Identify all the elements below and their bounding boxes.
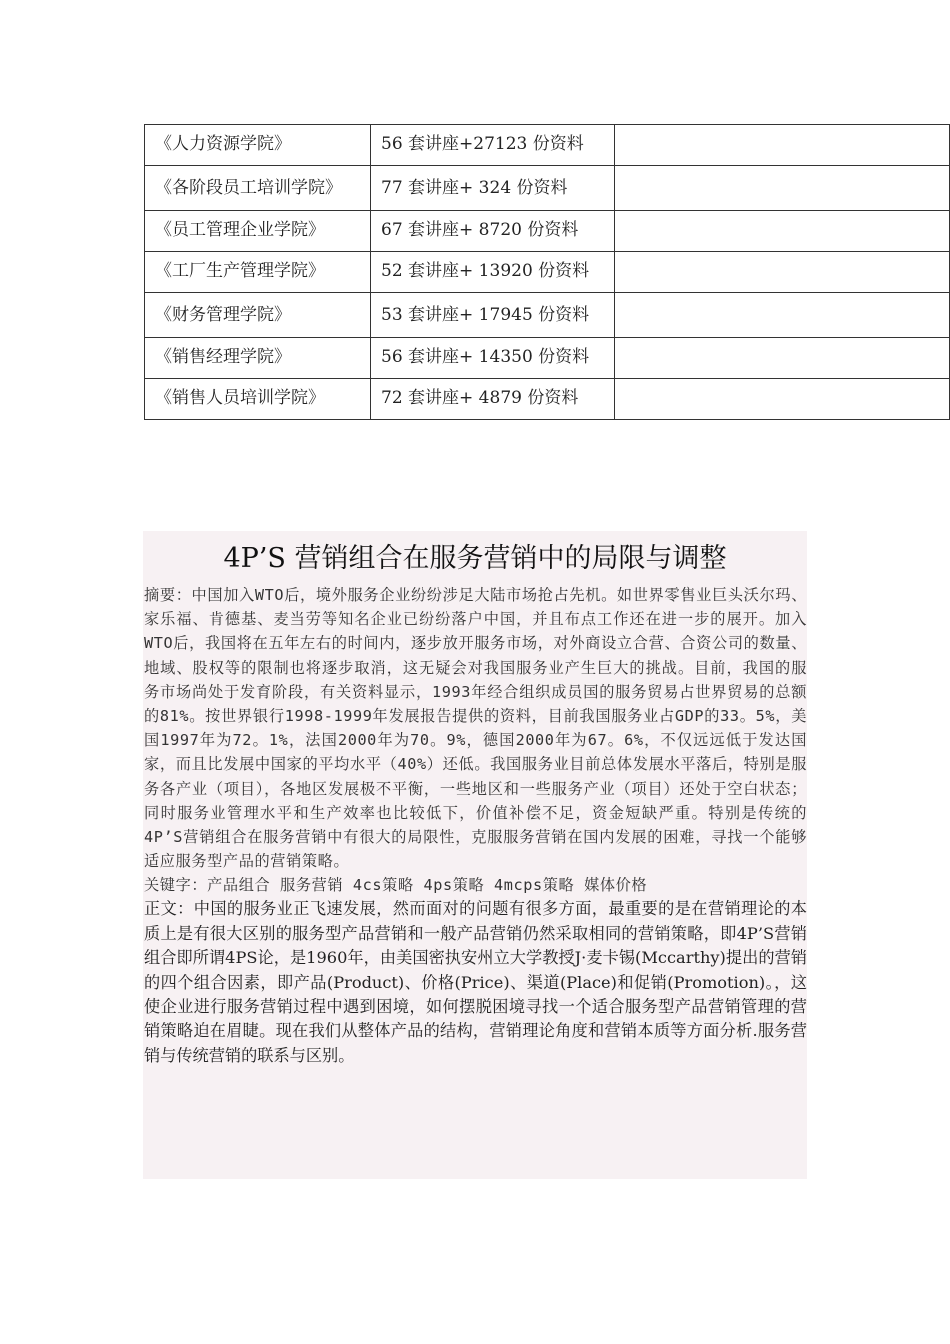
table-row (145, 252, 950, 293)
table-cell-empty (615, 166, 950, 211)
table-cell-count: 72 套讲座+ 4879 份资料 (371, 379, 615, 420)
table-cell-empty (615, 379, 950, 420)
table-cell-name: 《员工管理企业学院》 (145, 211, 371, 252)
article-keywords: 关键字：产品组合 服务营销 4cs策略 4ps策略 4mcps策略 媒体价格 (144, 876, 648, 895)
article-abstract: 摘要：中国加入WTO后，境外服务企业纷纷涉足大陆市场抢占先机。如世界零售业巨头沃尔玛、家乐福、肯德基、麦当劳等知名企业已纷纷落户中国，并且布点工作还在进一步的展开。加入WTO后，我国将在五年左右的时间内，逐步放开服务市场，对外商设立合营、合资公司的数量、地域、股权等的限制也将逐步取消，这无疑会对我国服务业产生巨大的挑战。目前，我国的服务市场尚处于发育阶段，有关资料显示，1993年经合组织成员国的服务贸易占世界贸易的总额的81%。按世界银行1998-1999年发展报告提供的资料，目前我国服务业占GDP的33。5%，美国1997年为72。1%，法国2000年为70。9%，德国2000年为67。6%，不仅远远低于发达国家，而且比发展中国家的平均水平（40%）还低。我国服务业目前总体发展水平落后，特别是服务各产业（项目），各地区发展极不平衡，一些地区和一些服务产业（项目）还处于空白状态；同时服务业管理水平和生产效率也比较低下，价值补偿不足，资金短缺严重。特别是传统的4P’S营销组合在服务营销中有很大的局限性，克服服务营销在国内发展的困难，寻找一个能够适应服务型产品的营销策略。 (144, 586, 807, 871)
table-cell-name: 《各阶段员工培训学院》 (145, 166, 371, 211)
table-cell-name: 《财务管理学院》 (145, 293, 371, 338)
table-row (145, 166, 950, 211)
table-cell-name: 《工厂生产管理学院》 (145, 252, 371, 293)
table-cell-empty (615, 293, 950, 338)
table-cell-name: 《人力资源学院》 (145, 125, 371, 166)
table-cell-count: 52 套讲座+ 13920 份资料 (371, 252, 615, 293)
table-cell-empty (615, 252, 950, 293)
table-cell-count: 77 套讲座+ 324 份资料 (371, 166, 615, 211)
table-row (145, 211, 950, 252)
table-cell-count: 56 套讲座+ 14350 份资料 (371, 338, 615, 379)
table-row (145, 293, 950, 338)
resource-table (144, 124, 950, 420)
table-cell-empty (615, 211, 950, 252)
article-title: 4P’S 营销组合在服务营销中的局限与调整 (223, 543, 727, 574)
table-cell-count: 67 套讲座+ 8720 份资料 (371, 211, 615, 252)
table-cell-count: 56 套讲座+27123 份资料 (371, 125, 615, 166)
table-cell-name: 《销售人员培训学院》 (145, 379, 371, 420)
table-cell-empty (615, 125, 950, 166)
table-row (145, 125, 950, 166)
table-cell-empty (615, 338, 950, 379)
article-section (143, 531, 807, 1179)
table-row (145, 338, 950, 379)
table-row (145, 379, 950, 420)
table-cell-name: 《销售经理学院》 (145, 338, 371, 379)
article-body: 正文：中国的服务业正飞速发展，然而面对的问题有很多方面，最重要的是在营销理论的本质上是有很大区别的服务型产品营销和一般产品营销仍然采取相同的营销策略，即4P’S营销组合即所谓4PS论，是1960年，由美国密执安州立大学教授J·麦卡锡(Mccarthy)提出的营销的四个组合因素，即产品(Product)、价格(Price)、渠道(Place)和促销(Promotion)。，这使企业进行服务营销过程中遇到困境，如何摆脱困境寻找一个适合服务型产品营销管理的营销策略迫在眉睫。现在我们从整体产品的结构，营销理论角度和营销本质等方面分析.服务营销与传统营销的联系与区别。 (144, 899, 807, 1065)
table-cell-count: 53 套讲座+ 17945 份资料 (371, 293, 615, 338)
